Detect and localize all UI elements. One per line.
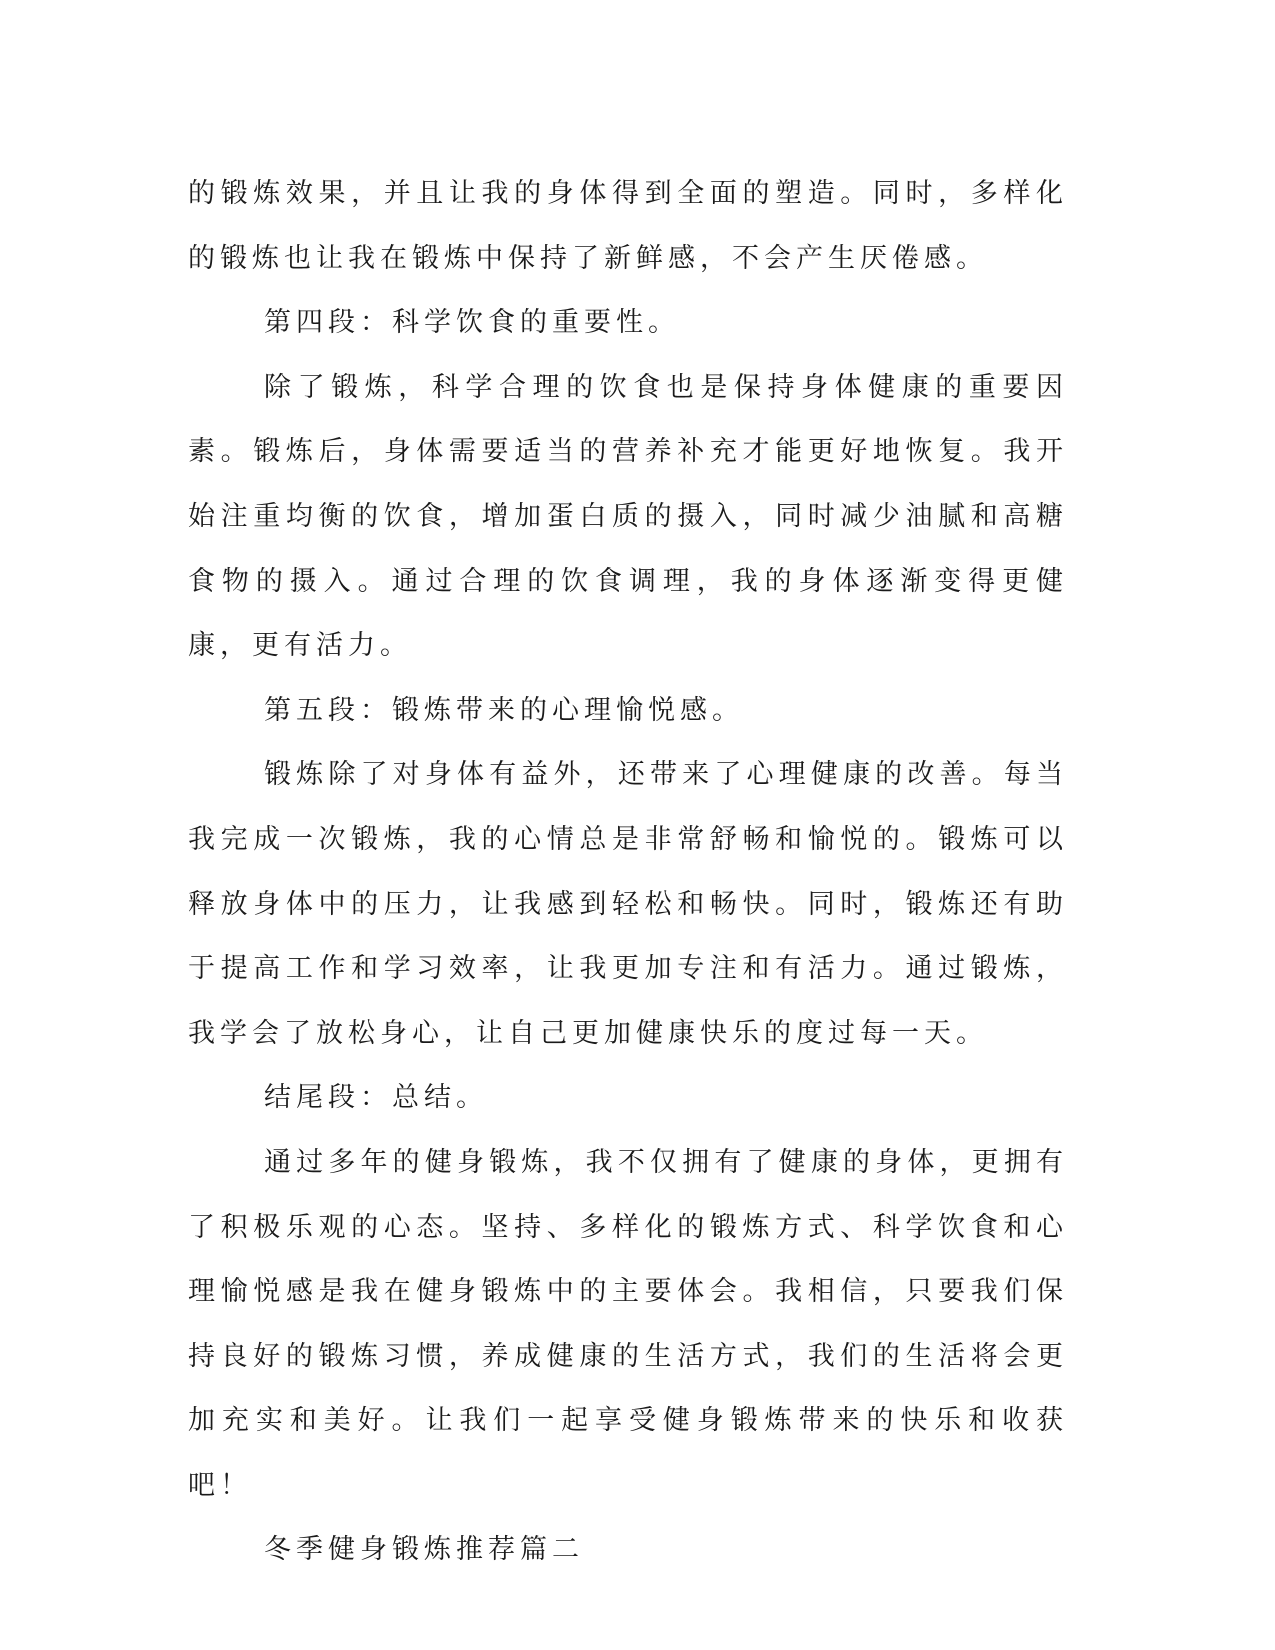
next-article-title: 冬季健身锻炼推荐篇二 (264, 1534, 584, 1566)
paragraph-conclusion: 通过多年的健身锻炼，我不仅拥有了健康的身体，更拥有了积极乐观的心态。坚持、多样化的锻炼方式、科学饮食和心理愉悦感是我在健身锻炼中的主要体会。我相信，只要我们保持良好的锻炼习惯，养成健康的生活方式，我们的生活将会更加充实和美好。让我们一起享受健身锻炼带来的快乐和收获吧！ (188, 1146, 1068, 1501)
section-heading-five: 第五段：锻炼带来的心理愉悦感。 (264, 694, 744, 726)
section-heading-four: 第四段：科学饮食的重要性。 (264, 307, 680, 339)
document-body (188, 162, 1068, 1583)
section-heading-conclusion: 结尾段：总结。 (264, 1082, 488, 1114)
paragraph-continuation: 的锻炼效果，并且让我的身体得到全面的塑造。同时，多样化的锻炼也让我在锻炼中保持了新鲜感，不会产生厌倦感。 (188, 178, 1068, 274)
paragraph-mental: 锻炼除了对身体有益外，还带来了心理健康的改善。每当我完成一次锻炼，我的心情总是非常舒畅和愉悦的。锻炼可以释放身体中的压力，让我感到轻松和畅快。同时，锻炼还有助于提高工作和学习效率，让我更加专注和有活力。通过锻炼，我学会了放松身心，让自己更加健康快乐的度过每一天。 (188, 759, 1068, 1049)
paragraph-diet: 除了锻炼，科学合理的饮食也是保持身体健康的重要因素。锻炼后，身体需要适当的营养补充才能更好地恢复。我开始注重均衡的饮食，增加蛋白质的摄入，同时减少油腻和高糖食物的摄入。通过合理的饮食调理，我的身体逐渐变得更健康，更有活力。 (188, 371, 1068, 662)
